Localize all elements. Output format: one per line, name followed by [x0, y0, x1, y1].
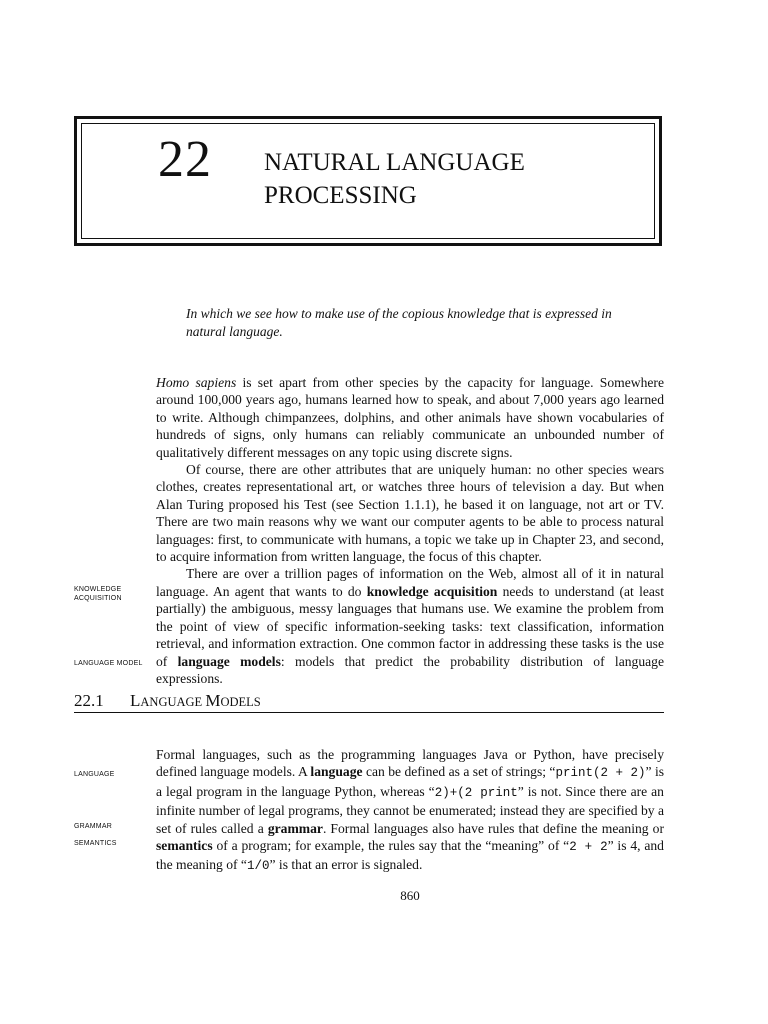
intro-text [156, 374, 664, 687]
chapter-title-line2: PROCESSING [264, 182, 417, 209]
page-number: 860 [400, 888, 420, 903]
code-snippet: 1/0 [246, 859, 270, 874]
chapter-title-line1: NATURAL LANGUAGE [264, 149, 525, 176]
chapter-epigraph: In which we see how to make use of the copious knowledge that is expressed in natural language. [186, 306, 612, 339]
margin-note-language-model: LANGUAGE MODEL [74, 660, 143, 667]
chapter-title-box-inner [81, 123, 655, 239]
term-language: language [310, 764, 363, 780]
chapter-number: 22 [158, 131, 212, 188]
section-number: 22.1 [74, 691, 104, 710]
chapter-title [264, 146, 525, 212]
chapter-title-box [74, 116, 662, 246]
section-paragraph-1: Formal languages, such as the programming languages Java or Python, have precisely defined language models. A language can be defined as a set of strings; “print(2 + 2)” is a legal program in the language Python, whereas “2)+(2 print” is not. Since there are an infinite number of legal programs, they cannot be enumerated; instead they are specified by a set of rules called a grammar. Formal languages also have rules that define the meaning or semantics of a program; for example, the rules say that the “meaning” of “2 + 2” is 4, and the meaning of “1/0” is that an error is signaled. [156, 747, 665, 874]
code-snippet: 2)+(2 print [434, 785, 518, 800]
code-snippet: 2 + 2 [569, 840, 608, 855]
section-heading [74, 691, 664, 713]
italic-term: Homo sapiens [156, 375, 237, 390]
margin-note-grammar: GRAMMAR [74, 823, 112, 830]
margin-note-semantics: SEMANTICS [74, 840, 117, 847]
intro-paragraph-3: There are over a trillion pages of information on the Web, almost all of it in natural language. An agent that wants to do knowledge acquisition needs to understand (at least partially) the ambiguous, messy languages that humans use. We examine the problem from the point of view of specific information-seeking tasks: text classification, information retrieval, and information extraction. One common factor in addressing these tasks is the use of language models: models that predict the probability distribution of language expressions. [156, 566, 664, 686]
term-language-models: language models [177, 653, 281, 669]
intro-paragraph-2: Of course, there are other attributes that are uniquely human: no other species wears clothes, creates representational art, or watches three hours of television a day. But when Alan Turing proposed his Test (see Section 1.1.1), he based it on language, not art or TV. There are two main reasons why we want our computer agents to be able to process natural languages: first, to communicate with humans, a topic we take up in Chapter 23, and second, to acquire information from written language, the focus of this chapter. [156, 462, 664, 565]
term-semantics: semantics [156, 838, 213, 854]
language-models-paragraph [156, 746, 664, 876]
intro-paragraph-1: Homo sapiens is set apart from other species by the capacity for language. Somewhere around 100,000 years ago, humans learned how to speak, and about 7,000 years ago learned to write. Although chimpanzees, dolphins, and other animals have shown vocabularies of hundreds of signs, only humans can reliably communicate an unbounded number of qualitatively different messages on any topic using discrete signs. [156, 375, 664, 460]
section-title: LANGUAGE MODELS [130, 691, 261, 710]
margin-note-knowledge-acquisition: KNOWLEDGE ACQUISITION [74, 586, 122, 602]
margin-note-language: LANGUAGE [74, 771, 115, 778]
code-snippet: print(2 + 2) [555, 766, 646, 781]
term-knowledge-acquisition: knowledge acquisition [366, 583, 498, 599]
term-grammar: grammar [267, 820, 323, 836]
